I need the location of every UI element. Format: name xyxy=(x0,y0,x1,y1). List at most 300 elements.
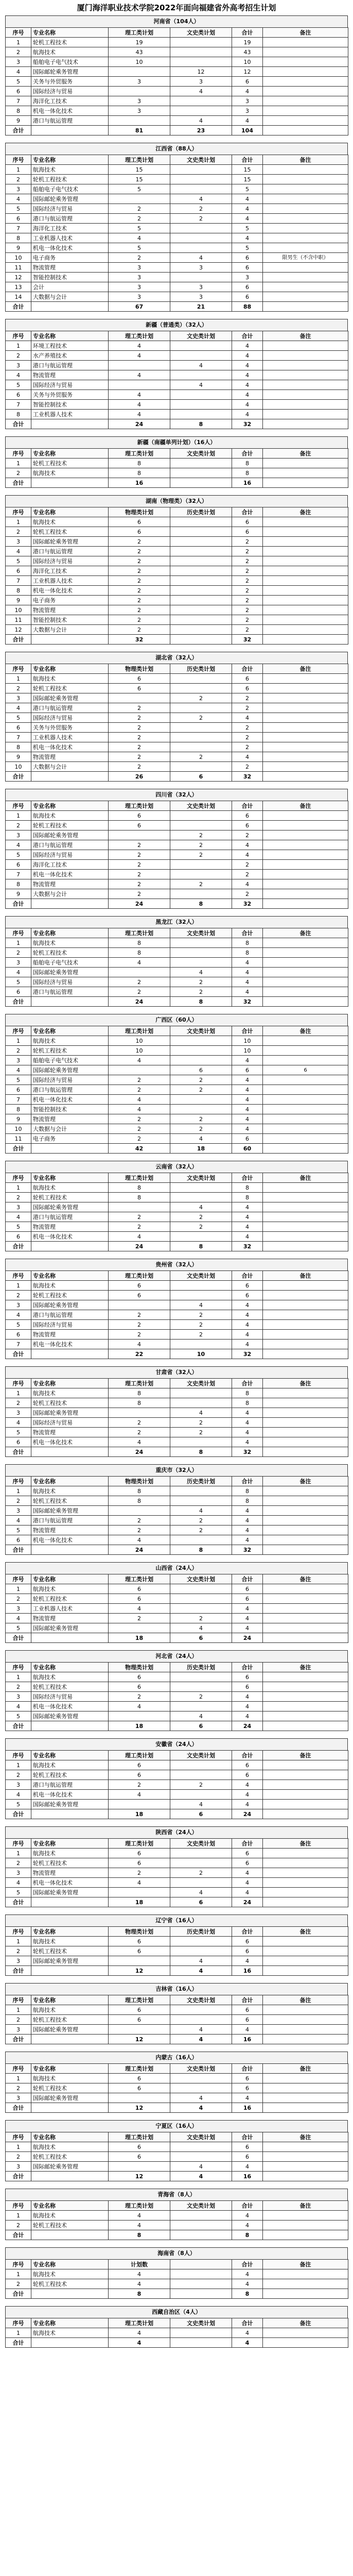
cell-total: 4 xyxy=(232,1428,263,1437)
cell-index: 2 xyxy=(6,948,31,958)
cell-index: 1 xyxy=(6,2211,31,2221)
cell-major: 轮机工程技术 xyxy=(31,1858,109,1868)
total-cell-major xyxy=(31,1447,109,1457)
cell-index: 1 xyxy=(6,1672,31,1682)
cell-index: 1 xyxy=(6,2074,31,2083)
table-row xyxy=(6,282,348,292)
plan-table xyxy=(5,1476,348,1555)
cell-note xyxy=(263,1202,348,1212)
cell-plan-a: 2 xyxy=(109,1418,170,1428)
cell-plan-b xyxy=(170,1858,232,1868)
cell-major: 海洋化工技术 xyxy=(31,860,109,870)
cell-index: 6 xyxy=(6,87,31,96)
cell-index: 6 xyxy=(6,390,31,400)
cell-total: 6 xyxy=(232,2074,263,2083)
cell-major: 国际经济与贸易 xyxy=(31,1320,109,1330)
cell-plan-b xyxy=(170,243,232,253)
column-header: 合计 xyxy=(232,1995,263,2005)
cell-plan-b xyxy=(170,527,232,537)
total-cell-major xyxy=(31,1721,109,1731)
cell-note xyxy=(263,1300,348,1310)
column-header: 专业名称 xyxy=(31,1477,109,1486)
table-row xyxy=(6,2328,348,2338)
cell-major: 会计 xyxy=(31,282,109,292)
table-header-row xyxy=(6,28,348,38)
cell-note xyxy=(263,1937,348,1946)
cell-index: 3 xyxy=(6,1956,31,1966)
cell-total: 4 xyxy=(232,1702,263,1711)
cell-index: 5 xyxy=(6,1222,31,1232)
cell-plan-a: 2 xyxy=(109,204,170,214)
cell-major: 机电一体化技术 xyxy=(31,243,109,253)
cell-plan-b xyxy=(170,1604,232,1614)
table-row xyxy=(6,556,348,566)
cell-plan-b: 2 xyxy=(170,1330,232,1340)
table-row xyxy=(6,1672,348,1682)
cell-note xyxy=(263,2005,348,2015)
cell-note xyxy=(263,840,348,850)
cell-plan-a: 2 xyxy=(109,1614,170,1623)
table-header-row xyxy=(6,1477,348,1486)
total-cell-plan-b: 6 xyxy=(170,1809,232,1819)
column-header: 备注 xyxy=(263,155,348,165)
total-cell-major xyxy=(31,126,109,135)
cell-note xyxy=(263,2074,348,2083)
province-section xyxy=(5,1650,348,1731)
cell-plan-b xyxy=(170,615,232,625)
column-header: 备注 xyxy=(263,1271,348,1281)
cell-major: 国际邮轮乘务管理 xyxy=(31,831,109,840)
column-header: 备注 xyxy=(263,1995,348,2005)
cell-plan-a: 3 xyxy=(109,292,170,302)
cell-plan-a: 5 xyxy=(109,184,170,194)
table-row xyxy=(6,2279,348,2289)
cell-major: 轮机工程技术 xyxy=(31,1682,109,1692)
cell-note xyxy=(263,292,348,302)
cell-plan-b xyxy=(170,684,232,693)
cell-plan-a: 6 xyxy=(109,527,170,537)
total-cell-plan-a: 24 xyxy=(109,419,170,429)
cell-plan-a: 15 xyxy=(109,165,170,175)
total-cell-major xyxy=(31,2172,109,2181)
cell-index: 1 xyxy=(6,165,31,175)
column-header: 理工类计划 xyxy=(109,2201,170,2211)
total-cell-plan-b: 4 xyxy=(170,2172,232,2181)
total-cell-plan-b: 8 xyxy=(170,997,232,1007)
cell-plan-b: 4 xyxy=(170,1134,232,1144)
cell-plan-b xyxy=(170,2083,232,2093)
cell-plan-b xyxy=(170,870,232,879)
section-title: 河南省（104人） xyxy=(5,15,348,27)
cell-total: 2 xyxy=(232,742,263,752)
table-row xyxy=(6,1790,348,1800)
cell-plan-a: 15 xyxy=(109,175,170,184)
cell-total: 4 xyxy=(232,1105,263,1114)
table-row xyxy=(6,517,348,527)
cell-major: 物流管理 xyxy=(31,370,109,380)
cell-note xyxy=(263,1702,348,1711)
table-row xyxy=(6,67,348,77)
cell-total: 8 xyxy=(232,948,263,958)
table-row xyxy=(6,1095,348,1105)
total-cell-plan-b xyxy=(170,478,232,488)
cell-index: 4 xyxy=(6,1614,31,1623)
cell-index: 3 xyxy=(6,1780,31,1790)
cell-note xyxy=(263,1134,348,1144)
cell-index: 10 xyxy=(6,1124,31,1134)
cell-index: 11 xyxy=(6,615,31,625)
total-cell-total: 24 xyxy=(232,1897,263,1907)
table-row xyxy=(6,2005,348,2015)
cell-plan-b xyxy=(170,224,232,233)
section-title: 贵州省（32人） xyxy=(5,1259,348,1270)
cell-plan-b: 4 xyxy=(170,194,232,204)
total-row xyxy=(6,1633,348,1643)
cell-major: 港口与航运管理 xyxy=(31,361,109,370)
cell-plan-b xyxy=(170,948,232,958)
cell-plan-b xyxy=(170,468,232,478)
section-title: 新疆（南疆单列计划）（16人） xyxy=(5,436,348,448)
province-section xyxy=(5,1738,348,1819)
cell-total: 3 xyxy=(232,96,263,106)
table-row xyxy=(6,948,348,958)
province-section xyxy=(5,1259,348,1359)
column-header: 序号 xyxy=(6,1271,31,1281)
sections-container xyxy=(0,15,353,2348)
column-header: 合计 xyxy=(232,1379,263,1388)
cell-plan-b: 4 xyxy=(170,253,232,263)
cell-note xyxy=(263,870,348,879)
cell-plan-a: 8 xyxy=(109,1496,170,1506)
table-row xyxy=(6,1780,348,1790)
cell-total: 4 xyxy=(232,2328,263,2338)
cell-total: 2 xyxy=(232,889,263,899)
cell-plan-a xyxy=(109,361,170,370)
cell-note xyxy=(263,1340,348,1349)
cell-total: 4 xyxy=(232,2279,263,2289)
cell-index: 1 xyxy=(6,2142,31,2152)
cell-major: 航海技术 xyxy=(31,468,109,478)
cell-index: 4 xyxy=(6,67,31,77)
cell-plan-a xyxy=(109,1800,170,1809)
total-cell-plan-a: 24 xyxy=(109,997,170,1007)
cell-major: 物流管理 xyxy=(31,1868,109,1878)
column-header: 备注 xyxy=(263,1477,348,1486)
cell-index: 1 xyxy=(6,1584,31,1594)
table-row xyxy=(6,400,348,410)
province-section xyxy=(5,1562,348,1643)
table-row xyxy=(6,1388,348,1398)
cell-major: 轮机工程技术 xyxy=(31,684,109,693)
cell-plan-b xyxy=(170,547,232,556)
total-cell-plan-a: 16 xyxy=(109,478,170,488)
cell-index: 1 xyxy=(6,1937,31,1946)
cell-note xyxy=(263,879,348,889)
cell-note xyxy=(263,723,348,733)
cell-major: 国际邮轮乘务管理 xyxy=(31,693,109,703)
cell-major: 港口与航运管理 xyxy=(31,840,109,850)
cell-plan-b xyxy=(170,1594,232,1604)
cell-note xyxy=(263,576,348,586)
total-row xyxy=(6,1447,348,1457)
cell-plan-a: 2 xyxy=(109,1692,170,1702)
province-section xyxy=(5,495,348,645)
cell-index: 3 xyxy=(6,537,31,547)
total-row xyxy=(6,478,348,488)
cell-plan-a: 4 xyxy=(109,400,170,410)
cell-index: 1 xyxy=(6,2269,31,2279)
total-cell-plan-b: 8 xyxy=(170,419,232,429)
table-row xyxy=(6,47,348,57)
cell-note xyxy=(263,380,348,390)
cell-total: 4 xyxy=(232,850,263,860)
cell-note xyxy=(263,889,348,899)
cell-major: 机电一体化技术 xyxy=(31,106,109,116)
cell-total: 8 xyxy=(232,1486,263,1496)
cell-total: 6 xyxy=(232,527,263,537)
table-header-row xyxy=(6,2260,348,2269)
cell-index: 6 xyxy=(6,1535,31,1545)
cell-total: 6 xyxy=(232,292,263,302)
column-header: 合计 xyxy=(232,664,263,674)
cell-total: 4 xyxy=(232,1340,263,1349)
cell-total: 6 xyxy=(232,2152,263,2162)
cell-major: 机电一体化技术 xyxy=(31,1702,109,1711)
cell-major: 国际邮轮乘务管理 xyxy=(31,1711,109,1721)
cell-major: 航海技术 xyxy=(31,1849,109,1858)
cell-major: 国际邮轮乘务管理 xyxy=(31,2025,109,2035)
cell-index: 10 xyxy=(6,253,31,263)
cell-major: 水产养殖技术 xyxy=(31,351,109,361)
column-header: 备注 xyxy=(263,1751,348,1760)
plan-table xyxy=(5,331,348,429)
cell-note xyxy=(263,1095,348,1105)
cell-plan-b: 2 xyxy=(170,693,232,703)
cell-plan-b xyxy=(170,1183,232,1193)
cell-plan-b xyxy=(170,723,232,733)
column-header: 专业名称 xyxy=(31,1927,109,1937)
cell-note xyxy=(263,977,348,987)
total-cell-total: 4 xyxy=(232,2338,263,2348)
cell-index: 9 xyxy=(6,752,31,762)
cell-major: 轮机工程技术 xyxy=(31,2221,109,2230)
table-row xyxy=(6,1711,348,1721)
cell-note xyxy=(263,1506,348,1516)
cell-plan-b: 3 xyxy=(170,263,232,273)
table-row xyxy=(6,1320,348,1330)
cell-plan-a: 6 xyxy=(109,517,170,527)
cell-major: 航海技术 xyxy=(31,1584,109,1594)
cell-plan-a: 4 xyxy=(109,390,170,400)
cell-plan-b: 2 xyxy=(170,850,232,860)
column-header: 合计 xyxy=(232,1663,263,1672)
cell-index: 13 xyxy=(6,282,31,292)
cell-index: 5 xyxy=(6,1623,31,1633)
total-cell-index: 合计 xyxy=(6,2172,31,2181)
cell-major: 航海技术 xyxy=(31,1183,109,1193)
column-header: 文史类计划 xyxy=(170,1574,232,1584)
cell-total: 4 xyxy=(232,1868,263,1878)
cell-plan-a: 3 xyxy=(109,96,170,106)
table-row xyxy=(6,184,348,194)
cell-note xyxy=(263,596,348,605)
cell-plan-b xyxy=(170,1095,232,1105)
column-header: 合计 xyxy=(232,155,263,165)
table-row xyxy=(6,1702,348,1711)
total-cell-note xyxy=(263,997,348,1007)
cell-plan-a: 4 xyxy=(109,1340,170,1349)
cell-plan-a: 2 xyxy=(109,742,170,752)
cell-plan-b xyxy=(170,821,232,831)
cell-note xyxy=(263,1291,348,1300)
cell-plan-a: 4 xyxy=(109,2279,170,2289)
cell-index: 2 xyxy=(6,2279,31,2289)
cell-index: 8 xyxy=(6,1105,31,1114)
total-cell-plan-b: 23 xyxy=(170,126,232,135)
cell-total: 8 xyxy=(232,1183,263,1193)
cell-major: 环境工程技术 xyxy=(31,341,109,351)
total-cell-plan-a: 18 xyxy=(109,1721,170,1731)
cell-total: 6 xyxy=(232,811,263,821)
cell-note xyxy=(263,1496,348,1506)
cell-major: 轮机工程技术 xyxy=(31,948,109,958)
column-header: 序号 xyxy=(6,2201,31,2211)
cell-plan-b xyxy=(170,1946,232,1956)
table-row xyxy=(6,831,348,840)
cell-major: 海洋化工技术 xyxy=(31,224,109,233)
table-row xyxy=(6,361,348,370)
plan-table xyxy=(5,1838,348,1907)
cell-plan-b: 12 xyxy=(170,67,232,77)
total-cell-plan-b: 10 xyxy=(170,1349,232,1359)
cell-plan-b: 2 xyxy=(170,1075,232,1085)
total-cell-major xyxy=(31,302,109,312)
cell-plan-b xyxy=(170,2221,232,2230)
cell-index: 11 xyxy=(6,1134,31,1144)
column-header: 文史类计划 xyxy=(170,1751,232,1760)
cell-plan-b xyxy=(170,410,232,419)
total-cell-total: 8 xyxy=(232,2289,263,2299)
cell-total: 2 xyxy=(232,870,263,879)
cell-plan-b xyxy=(170,1232,232,1242)
cell-total: 15 xyxy=(232,175,263,184)
province-section xyxy=(5,1983,348,2044)
column-header: 序号 xyxy=(6,2132,31,2142)
column-header: 专业名称 xyxy=(31,2201,109,2211)
cell-note xyxy=(263,821,348,831)
cell-total: 2 xyxy=(232,596,263,605)
column-header: 理工类计划 xyxy=(109,331,170,341)
cell-plan-a: 2 xyxy=(109,1330,170,1340)
cell-note xyxy=(263,1183,348,1193)
cell-note xyxy=(263,968,348,977)
table-header-row xyxy=(6,1026,348,1036)
column-header: 序号 xyxy=(6,2318,31,2328)
cell-index: 1 xyxy=(6,1036,31,1046)
cell-total: 4 xyxy=(232,2211,263,2221)
cell-note xyxy=(263,1105,348,1114)
column-header: 专业名称 xyxy=(31,331,109,341)
plan-table xyxy=(5,2259,348,2299)
column-header: 文史类计划 xyxy=(170,1995,232,2005)
column-header: 专业名称 xyxy=(31,2318,109,2328)
cell-index: 12 xyxy=(6,273,31,282)
cell-total: 15 xyxy=(232,165,263,175)
cell-plan-a: 6 xyxy=(109,2005,170,2015)
cell-plan-b xyxy=(170,605,232,615)
cell-total: 2 xyxy=(232,831,263,840)
total-row xyxy=(6,1809,348,1819)
section-title: 宁夏区（16人） xyxy=(5,2120,348,2132)
table-row xyxy=(6,38,348,47)
cell-index: 6 xyxy=(6,566,31,576)
cell-plan-a: 6 xyxy=(109,1849,170,1858)
cell-index: 3 xyxy=(6,693,31,703)
column-header: 文史类计划 xyxy=(170,1026,232,1036)
table-row xyxy=(6,1946,348,1956)
cell-plan-b xyxy=(170,175,232,184)
cell-plan-b xyxy=(170,1672,232,1682)
cell-major: 轮机工程技术 xyxy=(31,1046,109,1056)
column-header: 备注 xyxy=(263,449,348,459)
total-cell-index: 合计 xyxy=(6,419,31,429)
cell-plan-b: 4 xyxy=(170,1202,232,1212)
cell-note xyxy=(263,263,348,273)
cell-index: 2 xyxy=(6,1946,31,1956)
cell-index: 5 xyxy=(6,556,31,566)
province-section xyxy=(5,1366,348,1457)
total-cell-note xyxy=(263,1966,348,1976)
cell-plan-a: 2 xyxy=(109,566,170,576)
province-section xyxy=(5,436,348,488)
cell-plan-b: 2 xyxy=(170,1320,232,1330)
cell-total: 6 xyxy=(232,1584,263,1594)
column-header: 备注 xyxy=(263,928,348,938)
cell-plan-b xyxy=(170,341,232,351)
plan-table xyxy=(5,27,348,135)
cell-note xyxy=(263,2162,348,2172)
column-header: 专业名称 xyxy=(31,928,109,938)
cell-total: 3 xyxy=(232,273,263,282)
cell-major: 航海技术 xyxy=(31,2074,109,2083)
cell-plan-a: 4 xyxy=(109,1535,170,1545)
cell-index: 4 xyxy=(6,968,31,977)
cell-index: 2 xyxy=(6,47,31,57)
total-cell-index: 合计 xyxy=(6,1144,31,1154)
column-header: 备注 xyxy=(263,1379,348,1388)
cell-index: 1 xyxy=(6,938,31,948)
cell-index: 10 xyxy=(6,605,31,615)
cell-major: 船舶电子电气技术 xyxy=(31,958,109,968)
total-cell-total: 32 xyxy=(232,1349,263,1359)
cell-note xyxy=(263,1193,348,1202)
cell-total: 8 xyxy=(232,459,263,468)
total-cell-total: 60 xyxy=(232,1144,263,1154)
province-section xyxy=(5,916,348,1007)
total-cell-index: 合计 xyxy=(6,1242,31,1251)
section-title: 安徽省（24人） xyxy=(5,1738,348,1750)
total-cell-index: 合计 xyxy=(6,1545,31,1555)
cell-index: 4 xyxy=(6,1790,31,1800)
cell-index: 1 xyxy=(6,459,31,468)
cell-total: 4 xyxy=(232,968,263,977)
cell-note xyxy=(263,224,348,233)
cell-major: 机电一体化技术 xyxy=(31,1095,109,1105)
total-cell-index: 合计 xyxy=(6,478,31,488)
cell-major: 国际经济与贸易 xyxy=(31,556,109,566)
total-cell-total: 32 xyxy=(232,419,263,429)
column-header: 专业名称 xyxy=(31,1271,109,1281)
